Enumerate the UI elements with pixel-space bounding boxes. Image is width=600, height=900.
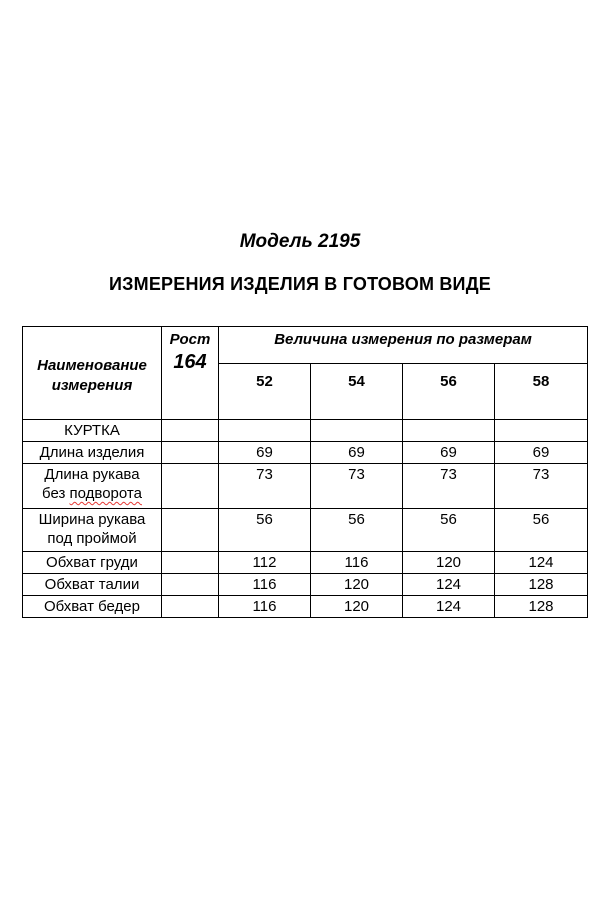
value-cell: 116 — [311, 552, 403, 574]
value-cell: 69 — [219, 442, 311, 464]
value-cell: 73 — [311, 464, 403, 509]
row-name-line2: под проймой — [47, 530, 137, 547]
size-header-56: 56 — [403, 364, 495, 420]
empty-cell — [219, 420, 311, 442]
value-cell: 73 — [219, 464, 311, 509]
value-cell: 56 — [311, 509, 403, 552]
size-header-54: 54 — [311, 364, 403, 420]
values-header: Величина измерения по размерам — [219, 327, 588, 364]
height-header-value: 164 — [173, 351, 207, 373]
empty-cell — [495, 420, 588, 442]
height-header-label: Рост — [169, 331, 211, 348]
value-cell: 120 — [311, 596, 403, 618]
row-name: Длина изделия — [23, 442, 162, 464]
empty-cell — [162, 420, 219, 442]
model-title: Модель 2195 — [239, 231, 361, 252]
row-name — [23, 509, 162, 552]
value-cell: 128 — [495, 596, 588, 618]
empty-cell — [162, 596, 219, 618]
value-cell: 69 — [311, 442, 403, 464]
value-cell: 56 — [219, 509, 311, 552]
table-row — [23, 464, 588, 509]
section-label: КУРТКА — [23, 420, 162, 442]
row-name: Обхват груди — [23, 552, 162, 574]
value-cell: 56 — [495, 509, 588, 552]
row-name-line1: Ширина рукава — [38, 511, 146, 528]
table-row — [23, 574, 588, 596]
value-cell: 69 — [495, 442, 588, 464]
row-name-line1: Длина рукава — [44, 466, 140, 483]
size-header-52: 52 — [219, 364, 311, 420]
value-cell: 56 — [403, 509, 495, 552]
value-cell: 124 — [403, 596, 495, 618]
empty-cell — [162, 442, 219, 464]
value-cell: 112 — [219, 552, 311, 574]
row-name: Обхват талии — [23, 574, 162, 596]
size-header-58: 58 — [495, 364, 588, 420]
row-name — [23, 464, 162, 509]
row-name-line2b: подворота — [69, 485, 142, 502]
empty-cell — [403, 420, 495, 442]
document-heading: ИЗМЕРЕНИЯ ИЗДЕЛИЯ В ГОТОВОМ ВИДЕ — [109, 274, 491, 294]
measurement-name-header — [23, 327, 162, 420]
row-name-line2a: без — [42, 485, 66, 502]
empty-cell — [162, 574, 219, 596]
empty-cell — [162, 552, 219, 574]
value-cell: 120 — [311, 574, 403, 596]
measurement-name-header-line2: измерения — [51, 377, 133, 394]
table-row — [23, 509, 588, 552]
empty-cell — [311, 420, 403, 442]
table-row — [23, 442, 588, 464]
value-cell: 116 — [219, 574, 311, 596]
value-cell: 69 — [403, 442, 495, 464]
table-row — [23, 596, 588, 618]
measurements-table — [22, 326, 588, 618]
height-header — [162, 327, 219, 420]
empty-cell — [162, 464, 219, 509]
row-name: Обхват бедер — [23, 596, 162, 618]
value-cell: 124 — [403, 574, 495, 596]
measurement-name-header-line1: Наименование — [37, 357, 147, 374]
value-cell: 73 — [495, 464, 588, 509]
value-cell: 73 — [403, 464, 495, 509]
value-cell: 128 — [495, 574, 588, 596]
value-cell: 116 — [219, 596, 311, 618]
table-row — [23, 552, 588, 574]
value-cell: 120 — [403, 552, 495, 574]
empty-cell — [162, 509, 219, 552]
value-cell: 124 — [495, 552, 588, 574]
